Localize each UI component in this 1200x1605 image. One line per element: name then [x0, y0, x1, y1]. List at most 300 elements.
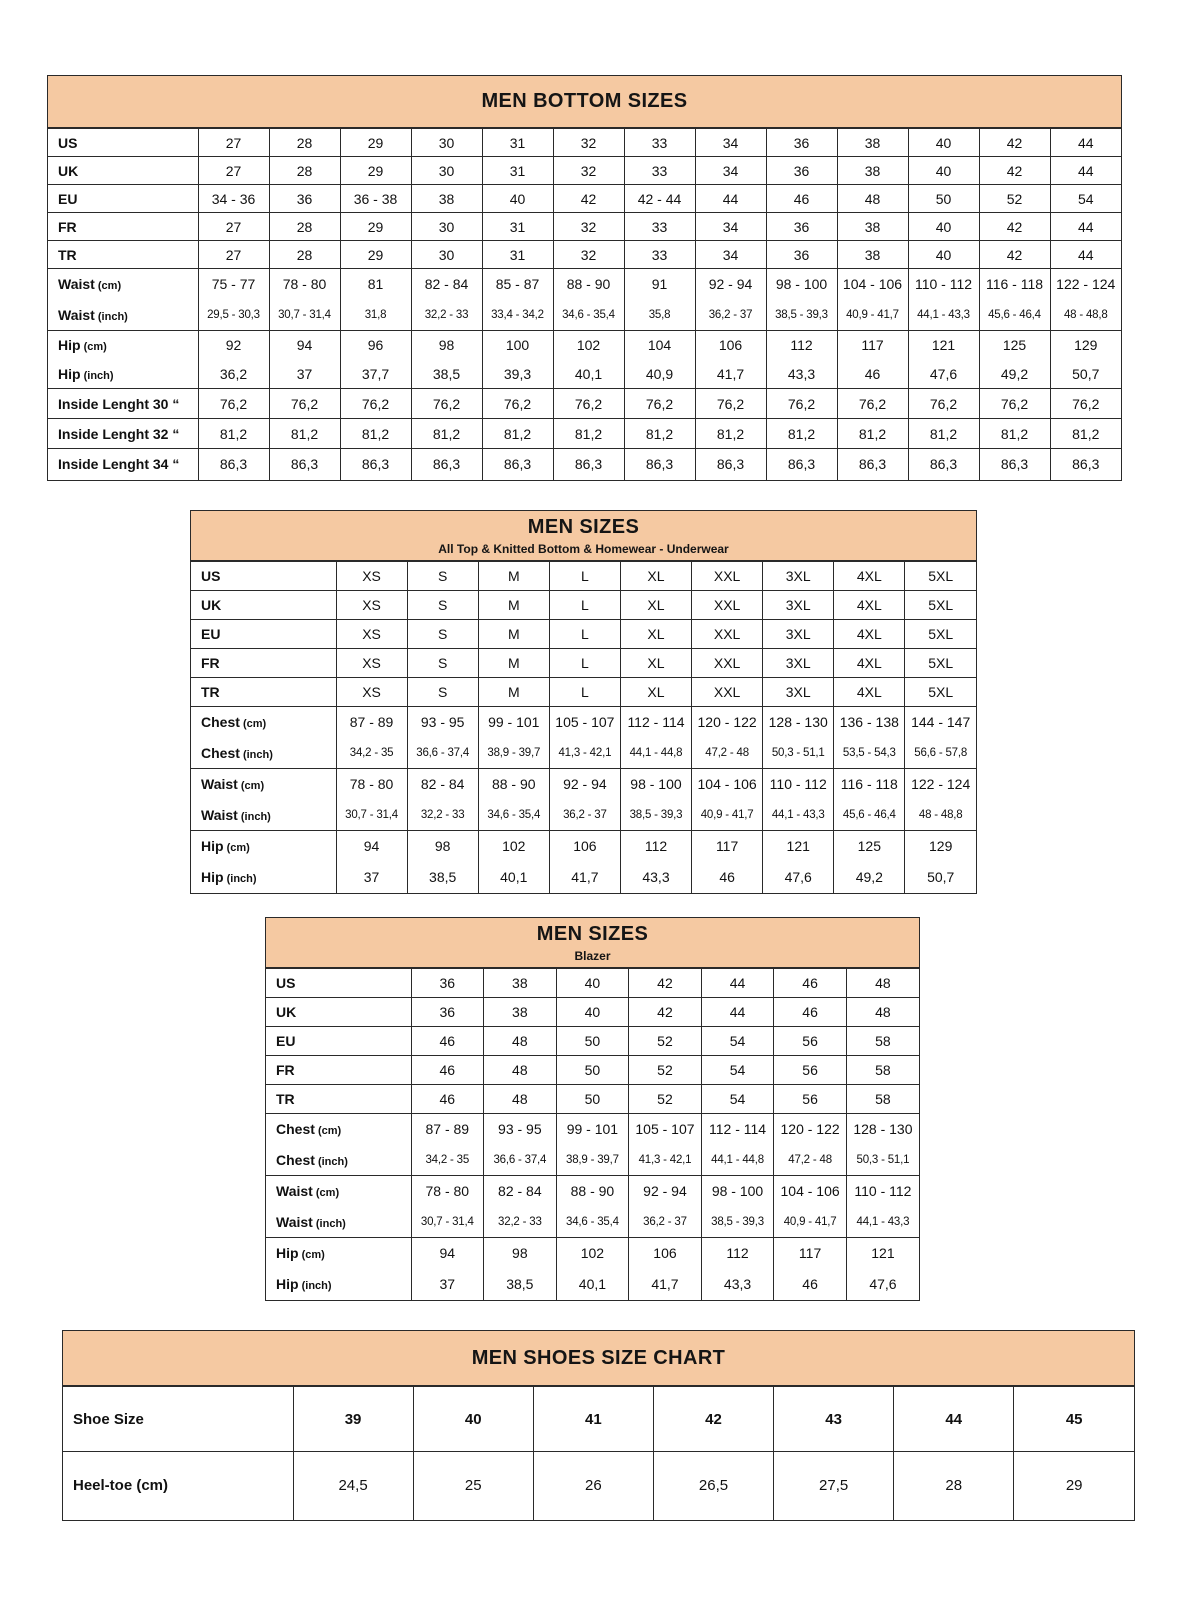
size-cell: 43,3 [766, 360, 837, 389]
size-cell: 25 [413, 1452, 533, 1520]
row-label [191, 862, 336, 893]
size-cell: 144 - 147 [905, 707, 976, 738]
row-label [266, 1238, 411, 1269]
size-cell: 38 [837, 157, 908, 185]
size-cell: 34,2 - 35 [336, 738, 407, 769]
size-cell: 76,2 [1050, 389, 1121, 419]
row-label [48, 157, 198, 185]
size-cell: 58 [846, 1056, 919, 1085]
size-cell: 36,6 - 37,4 [407, 738, 478, 769]
size-cell: 27 [198, 129, 269, 157]
table-row [266, 1176, 919, 1207]
size-cell: 42 [979, 157, 1050, 185]
row-label [266, 1085, 411, 1114]
size-cell: 28 [269, 157, 340, 185]
size-cell: 36,2 - 37 [549, 800, 620, 831]
row-label-text: US [58, 134, 78, 151]
table-row [191, 738, 976, 769]
size-cell: 110 - 112 [846, 1176, 919, 1207]
size-cell: 86,3 [979, 449, 1050, 480]
size-cell: 5XL [905, 649, 976, 678]
size-cell: 88 - 90 [478, 769, 549, 800]
men-bottom-sizes-grid [48, 128, 1121, 480]
row-label-text: FR [276, 1062, 295, 1078]
size-cell: XL [620, 620, 691, 649]
row-label [266, 1176, 411, 1207]
size-cell: 48 [484, 1027, 557, 1056]
size-cell: 81,2 [482, 419, 553, 449]
size-cell: XS [336, 620, 407, 649]
size-cell: 34,6 - 35,4 [478, 800, 549, 831]
size-cell: 98 [407, 831, 478, 862]
size-cell: 29 [340, 241, 411, 269]
size-cell: 81,2 [624, 419, 695, 449]
size-cell: 48 [484, 1056, 557, 1085]
size-cell: 38,5 - 39,3 [766, 300, 837, 331]
size-cell: 40,1 [478, 862, 549, 893]
size-cell: 36 - 38 [340, 185, 411, 213]
size-cell: 50 [556, 1027, 629, 1056]
row-label [191, 769, 336, 800]
size-cell: 56 [774, 1056, 847, 1085]
size-cell: 42 [553, 185, 624, 213]
size-cell: 43,3 [701, 1269, 774, 1300]
size-cell: L [549, 591, 620, 620]
size-cell: M [478, 620, 549, 649]
size-cell: XL [620, 562, 691, 591]
size-cell: 34,2 - 35 [411, 1145, 484, 1176]
size-cell: 36 [766, 129, 837, 157]
size-cell: M [478, 591, 549, 620]
size-cell: 38,9 - 39,7 [478, 738, 549, 769]
size-cell: 32,2 - 33 [484, 1207, 557, 1238]
size-cell: 38,5 - 39,3 [620, 800, 691, 831]
size-cell: 54 [1050, 185, 1121, 213]
row-label-unit: (cm) [237, 780, 265, 793]
size-cell: 121 [763, 831, 834, 862]
size-cell: 102 [556, 1238, 629, 1269]
row-label [266, 1207, 411, 1238]
men-bottom-sizes-title: MEN BOTTOM SIZES [481, 90, 688, 112]
size-cell: 50 [908, 185, 979, 213]
row-label [191, 678, 336, 707]
row-label [191, 831, 336, 862]
size-cell: 110 - 112 [908, 269, 979, 300]
size-cell: 104 - 106 [837, 269, 908, 300]
size-cell: XL [620, 649, 691, 678]
size-cell: 81,2 [198, 419, 269, 449]
size-cell: 3XL [763, 620, 834, 649]
size-cell: 43,3 [620, 862, 691, 893]
size-cell: 56,6 - 57,8 [905, 738, 976, 769]
table-row [191, 649, 976, 678]
size-cell: 93 - 95 [484, 1114, 557, 1145]
size-cell: 105 - 107 [549, 707, 620, 738]
row-label [266, 1269, 411, 1300]
size-cell: 48 [846, 998, 919, 1027]
table-row [191, 862, 976, 893]
size-cell: 46 [692, 862, 763, 893]
row-label-text: EU [58, 190, 78, 207]
table-row [48, 185, 1121, 213]
size-cell: 42 [629, 998, 702, 1027]
size-cell: 82 - 84 [407, 769, 478, 800]
row-label-unit: (cm) [223, 842, 250, 855]
row-label [48, 213, 198, 241]
row-label-text: Chest [276, 1151, 315, 1168]
size-cell: 94 [411, 1238, 484, 1269]
size-cell: 112 - 114 [620, 707, 691, 738]
row-label-text: US [201, 568, 221, 584]
size-cell: 5XL [905, 562, 976, 591]
row-label [266, 998, 411, 1027]
size-cell: 37,7 [340, 360, 411, 389]
size-cell: 33 [624, 241, 695, 269]
row-label-unit: (inch) [80, 369, 114, 382]
size-cell: 44,1 - 44,8 [620, 738, 691, 769]
size-cell: 40,9 - 41,7 [774, 1207, 847, 1238]
size-cell: L [549, 562, 620, 591]
size-cell: 99 - 101 [478, 707, 549, 738]
size-cell: 29,5 - 30,3 [198, 300, 269, 331]
table-row [191, 620, 976, 649]
size-cell: 85 - 87 [482, 269, 553, 300]
row-label-text: TR [201, 684, 220, 700]
size-cell: 44,1 - 43,3 [908, 300, 979, 331]
row-label-text: FR [58, 218, 77, 235]
size-cell: 45,6 - 46,4 [979, 300, 1050, 331]
size-cell: 40 [908, 157, 979, 185]
row-label-text: Waist [201, 776, 238, 793]
size-cell: 45,6 - 46,4 [834, 800, 905, 831]
size-cell: XL [620, 591, 691, 620]
row-label-text: EU [201, 626, 221, 642]
size-cell: 4XL [834, 591, 905, 620]
row-label [48, 389, 198, 419]
size-cell: 88 - 90 [553, 269, 624, 300]
size-cell: 47,2 - 48 [692, 738, 763, 769]
size-cell: 30 [411, 213, 482, 241]
size-cell: 98 - 100 [701, 1176, 774, 1207]
row-label-text: Hip [58, 337, 81, 354]
size-cell: 92 - 94 [549, 769, 620, 800]
size-cell: 44 [701, 998, 774, 1027]
size-cell: 110 - 112 [763, 769, 834, 800]
size-cell: 38,5 [407, 862, 478, 893]
size-cell: 120 - 122 [774, 1114, 847, 1145]
size-cell: 78 - 80 [336, 769, 407, 800]
size-cell: XXL [692, 649, 763, 678]
size-cell: 48 - 48,8 [1050, 300, 1121, 331]
size-cell: 81 [340, 269, 411, 300]
size-cell: 52 [979, 185, 1050, 213]
size-cell: 86,3 [553, 449, 624, 480]
size-cell: 29 [340, 213, 411, 241]
row-label-text: Inside Lenght 30 “ [58, 395, 180, 412]
row-label-unit: (inch) [298, 1280, 332, 1292]
size-cell: 38 [484, 998, 557, 1027]
size-cell: 40,9 - 41,7 [837, 300, 908, 331]
size-cell: 92 - 94 [629, 1176, 702, 1207]
size-cell: 41,3 - 42,1 [629, 1145, 702, 1176]
row-label-text: Heel-toe (cm) [73, 1477, 169, 1495]
row-label-text: Shoe Size [73, 1410, 144, 1428]
size-cell: 36 [411, 998, 484, 1027]
size-cell: 125 [834, 831, 905, 862]
size-cell: 46 [774, 998, 847, 1027]
size-cell: 50,3 - 51,1 [763, 738, 834, 769]
size-cell: 34 [695, 129, 766, 157]
size-cell: 86,3 [411, 449, 482, 480]
size-cell: 32 [553, 129, 624, 157]
size-cell: 46 [766, 185, 837, 213]
size-cell: 86,3 [198, 449, 269, 480]
size-cell: 40 [556, 998, 629, 1027]
size-cell: 34 - 36 [198, 185, 269, 213]
table-row [48, 389, 1121, 419]
size-cell: 98 [484, 1238, 557, 1269]
row-label-text: Inside Lenght 34 “ [58, 456, 180, 473]
size-cell: 43 [774, 1387, 894, 1452]
row-label-text: UK [276, 1004, 297, 1020]
size-cell: 86,3 [695, 449, 766, 480]
size-cell: 27 [198, 213, 269, 241]
size-cell: 102 [478, 831, 549, 862]
row-label [63, 1452, 293, 1520]
size-cell: 105 - 107 [629, 1114, 702, 1145]
size-cell: XS [336, 562, 407, 591]
size-cell: 44,1 - 44,8 [701, 1145, 774, 1176]
size-cell: 31 [482, 213, 553, 241]
row-label-text: UK [201, 597, 222, 613]
size-cell: 46 [411, 1056, 484, 1085]
row-label [191, 707, 336, 738]
men-bottom-sizes-header [48, 76, 1121, 128]
size-cell: 50 [556, 1085, 629, 1114]
size-cell: 93 - 95 [407, 707, 478, 738]
table-row [48, 419, 1121, 449]
size-cell: 44 [1050, 129, 1121, 157]
size-cell: 31 [482, 129, 553, 157]
size-cell: 30,7 - 31,4 [411, 1207, 484, 1238]
size-cell: 40 [413, 1387, 533, 1452]
size-cell: 56 [774, 1085, 847, 1114]
size-cell: 44 [1050, 213, 1121, 241]
men-sizes-top-subtitle: All Top & Knitted Bottom & Homewear - Underwear [438, 541, 729, 556]
row-label [191, 800, 336, 831]
size-cell: XL [620, 678, 691, 707]
size-cell: 38,5 [484, 1269, 557, 1300]
size-cell: 27 [198, 241, 269, 269]
size-cell: 3XL [763, 678, 834, 707]
table-row [191, 769, 976, 800]
table-row [266, 1085, 919, 1114]
size-cell: 38 [484, 969, 557, 998]
size-cell: 136 - 138 [834, 707, 905, 738]
size-cell: XS [336, 649, 407, 678]
size-cell: S [407, 620, 478, 649]
table-row [266, 969, 919, 998]
size-cell: 4XL [834, 678, 905, 707]
size-cell: 87 - 89 [411, 1114, 484, 1145]
row-label-text: Chest [201, 714, 240, 731]
row-label-text: Waist [58, 306, 95, 323]
size-cell: 50 [556, 1056, 629, 1085]
size-cell: 48 - 48,8 [905, 800, 976, 831]
table-row [191, 707, 976, 738]
men-sizes-top-title: MEN SIZES [527, 515, 640, 538]
size-cell: 44 [1050, 157, 1121, 185]
table-row [266, 1056, 919, 1085]
table-row [266, 998, 919, 1027]
size-cell: 86,3 [837, 449, 908, 480]
size-cell: 128 - 130 [763, 707, 834, 738]
table-row [266, 1114, 919, 1145]
row-label-text: Hip [58, 365, 81, 382]
size-cell: 5XL [905, 591, 976, 620]
size-cell: 46 [411, 1027, 484, 1056]
row-label [266, 1027, 411, 1056]
row-label-unit: (cm) [298, 1249, 325, 1262]
men-shoes-size-chart-grid [63, 1386, 1134, 1520]
row-label [48, 419, 198, 449]
row-label-text: EU [276, 1033, 296, 1049]
size-cell: L [549, 620, 620, 649]
size-cell: S [407, 678, 478, 707]
size-cell: 81,2 [766, 419, 837, 449]
size-cell: XXL [692, 591, 763, 620]
size-cell: 40 [556, 969, 629, 998]
size-cell: 28 [269, 213, 340, 241]
size-cell: 34 [695, 241, 766, 269]
size-cell: 76,2 [198, 389, 269, 419]
size-cell: 32 [553, 241, 624, 269]
size-cell: 120 - 122 [692, 707, 763, 738]
size-cell: S [407, 591, 478, 620]
size-cell: 76,2 [482, 389, 553, 419]
size-cell: 34 [695, 157, 766, 185]
row-label [48, 269, 198, 300]
size-cell: 104 - 106 [774, 1176, 847, 1207]
row-label-text: Waist [276, 1183, 313, 1200]
size-cell: 34,6 - 35,4 [553, 300, 624, 331]
size-cell: 76,2 [269, 389, 340, 419]
table-row [266, 1027, 919, 1056]
size-cell: 34,6 - 35,4 [556, 1207, 629, 1238]
size-cell: 39 [293, 1387, 413, 1452]
size-cell: 82 - 84 [411, 269, 482, 300]
table-row [63, 1387, 1134, 1452]
size-cell: 81,2 [908, 419, 979, 449]
row-label [48, 449, 198, 480]
size-cell: 86,3 [1050, 449, 1121, 480]
men-sizes-blazer-title: MEN SIZES [536, 922, 649, 945]
size-cell: 36,2 - 37 [629, 1207, 702, 1238]
row-label-text: Waist [58, 276, 95, 293]
size-cell: 44 [701, 969, 774, 998]
row-label [191, 562, 336, 591]
size-cell: M [478, 562, 549, 591]
size-cell: 94 [269, 331, 340, 360]
size-cell: 36 [766, 213, 837, 241]
size-cell: 81,2 [979, 419, 1050, 449]
size-cell: 5XL [905, 678, 976, 707]
row-label [191, 738, 336, 769]
size-cell: 81,2 [695, 419, 766, 449]
row-label-text: Hip [201, 869, 224, 885]
size-cell: 41,7 [695, 360, 766, 389]
size-cell: S [407, 562, 478, 591]
table-row [48, 241, 1121, 269]
size-cell: 37 [269, 360, 340, 389]
row-label [266, 1145, 411, 1176]
row-label [191, 591, 336, 620]
row-label [191, 649, 336, 678]
size-cell: 38,5 [411, 360, 482, 389]
size-cell: 36,6 - 37,4 [484, 1145, 557, 1176]
size-cell: 48 [846, 969, 919, 998]
size-cell: 26,5 [653, 1452, 773, 1520]
size-cell: 52 [629, 1027, 702, 1056]
size-cell: 49,2 [834, 862, 905, 893]
size-cell: 52 [629, 1085, 702, 1114]
table-row [48, 300, 1121, 331]
size-cell: 36,2 - 37 [695, 300, 766, 331]
size-cell: 31 [482, 157, 553, 185]
size-cell: 24,5 [293, 1452, 413, 1520]
row-label-text: Inside Lenght 32 “ [58, 425, 180, 442]
size-cell: 98 - 100 [620, 769, 691, 800]
size-cell: 76,2 [553, 389, 624, 419]
size-cell: 50,7 [1050, 360, 1121, 389]
size-cell: XXL [692, 620, 763, 649]
size-cell: 104 - 106 [692, 769, 763, 800]
size-cell: 28 [269, 129, 340, 157]
size-cell: 50,3 - 51,1 [846, 1145, 919, 1176]
table-row [191, 591, 976, 620]
size-cell: L [549, 678, 620, 707]
size-cell: 30 [411, 241, 482, 269]
size-cell: 27,5 [774, 1452, 894, 1520]
row-label-unit: (cm) [239, 718, 267, 731]
size-cell: 106 [549, 831, 620, 862]
row-label [266, 1056, 411, 1085]
size-cell: 40,1 [553, 360, 624, 389]
size-cell: 54 [701, 1056, 774, 1085]
size-cell: 112 [620, 831, 691, 862]
row-label [63, 1387, 293, 1452]
size-cell: 42 - 44 [624, 185, 695, 213]
size-cell: 75 - 77 [198, 269, 269, 300]
size-cell: 76,2 [908, 389, 979, 419]
size-cell: 112 [701, 1238, 774, 1269]
size-cell: 44 [894, 1387, 1014, 1452]
row-label [48, 331, 198, 360]
size-cell: 87 - 89 [336, 707, 407, 738]
size-cell: 37 [336, 862, 407, 893]
size-cell: 29 [340, 129, 411, 157]
size-cell: 81,2 [553, 419, 624, 449]
row-label-text: Chest [276, 1121, 315, 1138]
size-cell: 58 [846, 1085, 919, 1114]
size-cell: 40,9 - 41,7 [692, 800, 763, 831]
size-cell: 48 [837, 185, 908, 213]
size-cell: 50,7 [905, 862, 976, 893]
size-cell: 28 [894, 1452, 1014, 1520]
size-cell: 42 [979, 213, 1050, 241]
row-label [48, 360, 198, 389]
row-label [266, 1114, 411, 1145]
